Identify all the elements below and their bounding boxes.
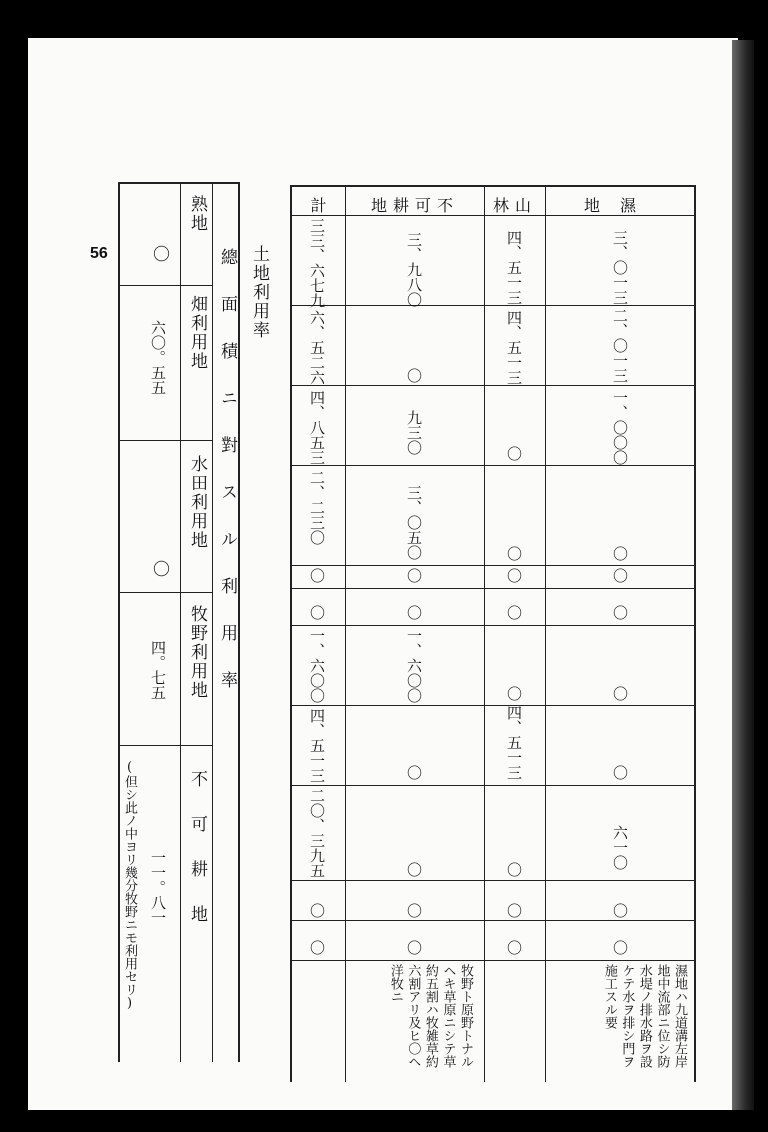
value-hatake: 六〇。五五: [149, 320, 167, 395]
left-table-top-rule: [118, 182, 240, 184]
header-bokuya: 牧野利用地: [187, 605, 207, 700]
left-table-border: [118, 182, 120, 1062]
cell-shitchi: 一、〇〇〇: [611, 390, 629, 465]
header-suiden: 水田利用地: [187, 455, 207, 550]
header-total: 計: [310, 196, 327, 215]
cell-shitchi: 〇: [611, 765, 629, 780]
cell-total: 二、二三〇: [308, 470, 326, 545]
page-number: 56: [90, 245, 108, 262]
cell-total: 四、八五三: [308, 390, 326, 465]
cell-sanrin: 〇: [505, 686, 523, 701]
left-table-divider: [180, 182, 181, 1062]
cell-fukakochi: 〇: [405, 368, 423, 383]
cell-sanrin: 〇: [505, 605, 523, 620]
right-table-border: [290, 185, 292, 1082]
left-table-title: 總面積ニ對スル利用率: [217, 248, 237, 718]
cell-total: 〇: [308, 903, 326, 918]
cell-shitchi: 〇: [611, 686, 629, 701]
left-table-note: (但シ此ノ中ヨリ幾分牧野ニモ利用セリ): [122, 760, 137, 1011]
section-title: 土地利用率: [249, 245, 269, 340]
cell-sanrin: 〇: [505, 546, 523, 561]
cell-sanrin: 〇: [505, 446, 523, 461]
value-bokuya: 四。七五: [149, 640, 167, 700]
cell-sanrin: 〇: [505, 862, 523, 877]
row-rule: [290, 305, 696, 306]
header-fukakochi: 不可耕地: [187, 770, 207, 950]
cell-fukakochi: 九三〇: [405, 410, 423, 455]
header-jukuchi: 熟地: [187, 195, 207, 233]
right-table-divider: [484, 185, 485, 1082]
cell-total: 〇: [308, 940, 326, 955]
cell-shitchi: 〇: [611, 568, 629, 583]
cell-sanrin: 四、五一三: [505, 230, 523, 305]
value-jukuchi: 〇: [149, 245, 169, 264]
header-shitchi: 濕地: [583, 196, 656, 215]
cell-shitchi: 六一〇: [611, 825, 629, 870]
cell-fukakochi: 〇: [405, 568, 423, 583]
row-rule: [290, 920, 696, 921]
cell-shitchi: 〇: [611, 903, 629, 918]
note-fukakochi: 牧野ト原野トナルヘキ草原ニシテ草約五割ハ牧雑草約六割アリ及ヒ〇ヘ洋牧ニ: [387, 964, 473, 1068]
cell-fukakochi: 三、〇五〇: [405, 485, 423, 560]
value-suiden: 〇: [149, 560, 169, 579]
cell-shitchi: 三、〇一三: [611, 230, 629, 305]
cell-sanrin: 〇: [505, 903, 523, 918]
cell-shitchi: 〇: [611, 546, 629, 561]
left-table-border: [238, 182, 240, 1062]
cell-total: 四、五一三: [308, 708, 326, 783]
row-rule: [290, 960, 696, 961]
row-rule: [290, 705, 696, 706]
row-rule: [118, 285, 212, 286]
row-rule: [290, 785, 696, 786]
cell-fukakochi: 〇: [405, 765, 423, 780]
header-fukakochi: 不可耕地: [370, 196, 459, 215]
cell-total: 三三、六七九: [308, 218, 326, 308]
cell-fukakochi: 〇: [405, 862, 423, 877]
cell-shitchi: 〇: [611, 605, 629, 620]
cell-sanrin: 〇: [505, 568, 523, 583]
cell-fukakochi: 〇: [405, 605, 423, 620]
header-sanrin: 山林: [492, 196, 537, 215]
cell-fukakochi: 〇: [405, 940, 423, 955]
right-table-divider: [345, 185, 346, 1082]
cell-shitchi: 二、〇一三: [611, 308, 629, 383]
row-rule: [290, 588, 696, 589]
cell-fukakochi: 一、六〇〇: [405, 628, 423, 703]
cell-sanrin: 〇: [505, 940, 523, 955]
note-shitchi: 濕地ハ九道溝左岸地中流部ニ位シ防水堤ノ排水路ヲ設ケテ水ヲ排シ門ヲ施工スル要: [601, 964, 687, 1068]
cell-total: 一、六〇〇: [308, 628, 326, 703]
book-spine: [732, 40, 754, 1110]
row-rule: [118, 440, 212, 441]
row-rule: [290, 465, 696, 466]
right-table-border: [694, 185, 696, 1082]
cell-total: 〇: [308, 568, 326, 583]
row-rule: [118, 745, 212, 746]
value-fukakochi: 一一。八一: [149, 850, 167, 925]
left-table-divider: [212, 182, 213, 1062]
cell-fukakochi: 〇: [405, 903, 423, 918]
cell-total: 二〇、三九五: [308, 788, 326, 878]
row-rule: [290, 880, 696, 881]
row-rule: [290, 565, 696, 566]
right-table-top-rule: [290, 185, 696, 187]
header-hatake: 畑利用地: [187, 295, 207, 371]
cell-shitchi: 〇: [611, 940, 629, 955]
row-rule: [290, 385, 696, 386]
row-rule: [118, 592, 212, 593]
cell-sanrin: 四、五一三: [505, 705, 523, 780]
cell-sanrin: 四、五一三: [505, 310, 523, 385]
cell-total: 六、五二六: [308, 310, 326, 385]
cell-total: 〇: [308, 605, 326, 620]
row-rule: [290, 625, 696, 626]
right-table-divider: [545, 185, 546, 1082]
cell-fukakochi: 三、九八〇: [405, 232, 423, 307]
